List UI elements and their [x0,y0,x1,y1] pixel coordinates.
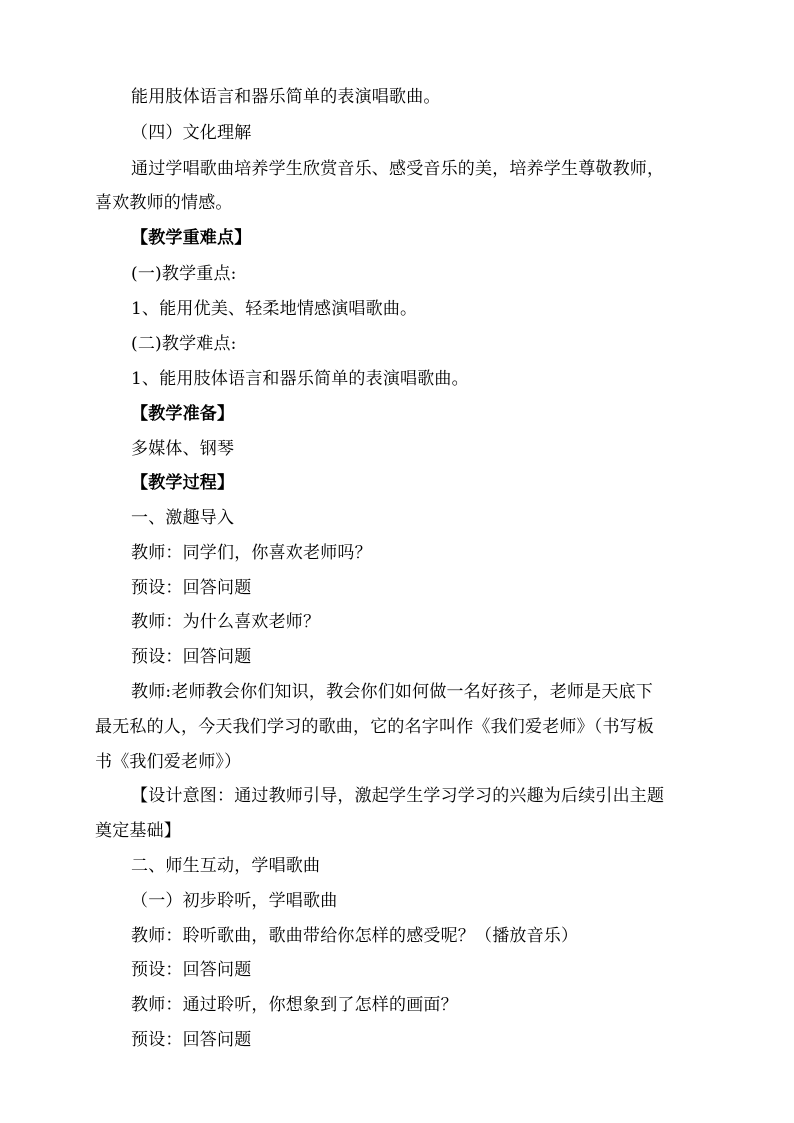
text-line: (二)教学难点: [131,334,237,354]
text-line: 预设：回答问题 [131,960,252,980]
text-line: 多媒体、钢琴 [131,439,235,459]
text-line: 预设：回答问题 [131,647,252,667]
text-line: 预设：回答问题 [131,1030,252,1050]
section-heading-process: 【教学过程】 [131,473,235,493]
section-subheading: （四）文化理解 [131,123,252,143]
text-line: 教师：同学们，你喜欢老师吗？ [131,543,372,563]
section-heading-preparation: 【教学准备】 [131,404,235,424]
design-intent-line: 【设计意图：通过教师引导，激起学生学习学习的兴趣为后续引出主题 [131,786,665,806]
text-line: 教师:老师教会你们知识，教会你们如何做一名好孩子，老师是天底下 [131,682,653,702]
text-line: 通过学唱歌曲培养学生欣赏音乐、感受音乐的美，培养学生尊敬教师， [131,159,665,179]
section-heading-key-points: 【教学重难点】 [131,228,252,248]
text-line: 1、能用肢体语言和器乐简单的表演唱歌曲。 [131,369,469,389]
text-line: 教师：聆听歌曲，歌曲带给你怎样的感受呢？（播放音乐） [131,926,579,946]
text-line: 喜欢教师的情感。 [95,193,233,213]
text-line: 最无私的人，今天我们学习的歌曲，它的名字叫作《我们爱老师》（书写板 [95,717,655,737]
text-line: 教师：为什么喜欢老师？ [131,612,321,632]
text-line: (一)教学重点: [131,264,237,284]
text-line: 1、能用优美、轻柔地情感演唱歌曲。 [131,299,418,319]
text-line: 能用肢体语言和器乐简单的表演唱歌曲。 [131,87,441,107]
section-subheading: （一）初步聆听，学唱歌曲 [131,891,338,911]
text-line: 预设：回答问题 [131,578,252,598]
design-intent-line: 奠定基础】 [95,821,181,841]
text-line: 二、师生互动，学唱歌曲 [131,856,321,876]
text-line: 一、激趣导入 [131,508,235,528]
text-line: 书《我们爱老师》） [95,752,242,772]
text-line: 教师：通过聆听，你想象到了怎样的画面？ [131,995,458,1015]
